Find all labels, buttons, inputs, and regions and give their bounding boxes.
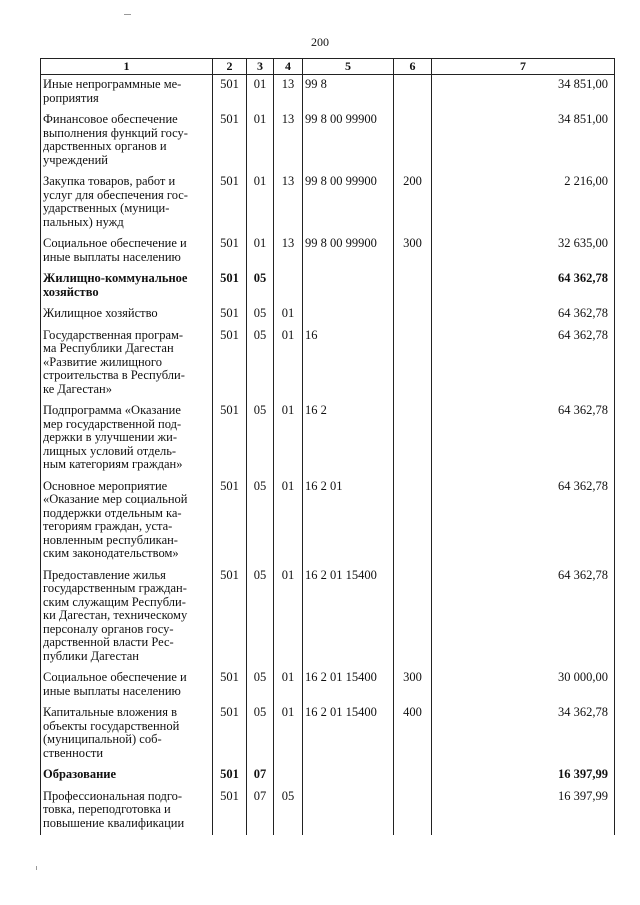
- row-code-col5: 16 2 01 15400: [303, 566, 394, 669]
- row-code-col4: 01: [274, 326, 303, 402]
- table-row: [41, 668, 615, 703]
- row-description: Профессиональная подго- товка, переподготовка и повышение квалификации: [41, 787, 213, 836]
- row-code-col3: 05: [247, 477, 274, 566]
- row-description: Государственная програм- ма Республики Дагестан «Развитие жилищного строительства в Республи- ке Дагестан»: [41, 326, 213, 402]
- table-row: [41, 401, 615, 477]
- row-amount: 30 000,00: [432, 668, 615, 703]
- row-amount: 64 362,78: [432, 401, 615, 477]
- row-code-col5: 16 2: [303, 401, 394, 477]
- row-code-col2: 501: [213, 75, 247, 111]
- page-number: 200: [311, 35, 329, 49]
- row-code-col4: 13: [274, 75, 303, 111]
- column-header-1: 1: [41, 59, 213, 75]
- table-row: [41, 234, 615, 269]
- row-code-col6: [394, 269, 432, 304]
- table-body: [41, 75, 615, 836]
- row-code-col4: 01: [274, 304, 303, 326]
- row-code-col6: [394, 110, 432, 172]
- row-code-col5: 99 8 00 99900: [303, 110, 394, 172]
- row-code-col4: 13: [274, 110, 303, 172]
- table-row: [41, 304, 615, 326]
- column-header-5: 5: [303, 59, 394, 75]
- row-code-col3: 05: [247, 269, 274, 304]
- row-amount: 64 362,78: [432, 477, 615, 566]
- row-code-col5: 99 8: [303, 75, 394, 111]
- row-description: Закупка товаров, работ и услуг для обеспечения гос- ударственных (муници- пальных) нужд: [41, 172, 213, 234]
- row-code-col5: 16: [303, 326, 394, 402]
- table-row: [41, 326, 615, 402]
- row-code-col4: 01: [274, 401, 303, 477]
- row-code-col3: 01: [247, 234, 274, 269]
- row-code-col6: 300: [394, 668, 432, 703]
- row-code-col4: 01: [274, 566, 303, 669]
- row-code-col3: 01: [247, 172, 274, 234]
- row-description: Предоставление жилья государственным граждан- ским служащим Республи- ки Дагестан, техническому персоналу органов госу- дарственной власти Рес- публики Дагестан: [41, 566, 213, 669]
- row-code-col6: [394, 304, 432, 326]
- row-code-col4: [274, 269, 303, 304]
- row-code-col3: 05: [247, 566, 274, 669]
- row-description: Жилищное хозяйство: [41, 304, 213, 326]
- row-code-col3: 05: [247, 326, 274, 402]
- column-header-4: 4: [274, 59, 303, 75]
- row-description: Социальное обеспечение и иные выплаты населению: [41, 668, 213, 703]
- row-amount: 64 362,78: [432, 304, 615, 326]
- row-code-col2: 501: [213, 566, 247, 669]
- row-code-col6: [394, 326, 432, 402]
- table-row: [41, 172, 615, 234]
- scan-mark: [124, 14, 131, 15]
- row-code-col6: 300: [394, 234, 432, 269]
- row-code-col2: 501: [213, 668, 247, 703]
- row-code-col5: [303, 269, 394, 304]
- row-code-col4: 13: [274, 234, 303, 269]
- row-code-col6: [394, 566, 432, 669]
- budget-table-wrap: [40, 58, 614, 835]
- table-row: [41, 269, 615, 304]
- row-code-col4: 01: [274, 477, 303, 566]
- row-code-col2: 501: [213, 477, 247, 566]
- row-description: Подпрограмма «Оказание мер государственной под- держки в улучшении жи- лищных условий отдель- ным категориям граждан»: [41, 401, 213, 477]
- table-row: [41, 477, 615, 566]
- row-code-col2: 501: [213, 401, 247, 477]
- row-code-col6: [394, 787, 432, 836]
- row-code-col3: 05: [247, 668, 274, 703]
- row-code-col3: 07: [247, 787, 274, 836]
- row-amount: 64 362,78: [432, 269, 615, 304]
- row-amount: 34 851,00: [432, 75, 615, 111]
- row-code-col4: 01: [274, 703, 303, 765]
- row-amount: 64 362,78: [432, 566, 615, 669]
- row-amount: 34 362,78: [432, 703, 615, 765]
- row-amount: 64 362,78: [432, 326, 615, 402]
- row-code-col5: 99 8 00 99900: [303, 234, 394, 269]
- row-description: Жилищно-коммунальное хозяйство: [41, 269, 213, 304]
- row-code-col2: 501: [213, 326, 247, 402]
- row-amount: 34 851,00: [432, 110, 615, 172]
- row-code-col3: 05: [247, 304, 274, 326]
- row-code-col5: 16 2 01: [303, 477, 394, 566]
- column-header-7: 7: [432, 59, 615, 75]
- row-code-col3: 07: [247, 765, 274, 787]
- row-description: Иные непрограммные ме- роприятия: [41, 75, 213, 111]
- row-code-col4: 01: [274, 668, 303, 703]
- row-code-col3: 05: [247, 401, 274, 477]
- table-row: [41, 75, 615, 111]
- row-code-col5: 16 2 01 15400: [303, 668, 394, 703]
- column-header-2: 2: [213, 59, 247, 75]
- row-code-col2: 501: [213, 765, 247, 787]
- row-code-col5: 16 2 01 15400: [303, 703, 394, 765]
- row-code-col6: [394, 401, 432, 477]
- row-code-col6: 200: [394, 172, 432, 234]
- row-code-col2: 501: [213, 304, 247, 326]
- row-code-col2: 501: [213, 172, 247, 234]
- row-code-col3: 01: [247, 75, 274, 111]
- row-description: Основное мероприятие «Оказание мер социальной поддержки отдельным ка- тегориям граждан, уста- новленным республикан- ским законодательством»: [41, 477, 213, 566]
- table-row: [41, 110, 615, 172]
- row-code-col2: 501: [213, 269, 247, 304]
- row-description: Образование: [41, 765, 213, 787]
- row-code-col5: [303, 787, 394, 836]
- row-code-col6: 400: [394, 703, 432, 765]
- row-code-col4: 05: [274, 787, 303, 836]
- table-row: [41, 765, 615, 787]
- row-code-col2: 501: [213, 787, 247, 836]
- table-row: [41, 787, 615, 836]
- row-code-col5: [303, 304, 394, 326]
- row-amount: 2 216,00: [432, 172, 615, 234]
- table-header-row: [41, 59, 615, 75]
- row-code-col2: 501: [213, 703, 247, 765]
- row-description: Социальное обеспечение и иные выплаты населению: [41, 234, 213, 269]
- column-header-6: 6: [394, 59, 432, 75]
- row-code-col4: 13: [274, 172, 303, 234]
- row-description: Капитальные вложения в объекты государственной (муниципальной) соб- ственности: [41, 703, 213, 765]
- row-code-col5: 99 8 00 99900: [303, 172, 394, 234]
- row-code-col3: 05: [247, 703, 274, 765]
- row-code-col6: [394, 75, 432, 111]
- row-code-col2: 501: [213, 110, 247, 172]
- table-row: [41, 703, 615, 765]
- row-description: Финансовое обеспечение выполнения функций госу- дарственных органов и учреждений: [41, 110, 213, 172]
- column-header-3: 3: [247, 59, 274, 75]
- table-row: [41, 566, 615, 669]
- row-code-col3: 01: [247, 110, 274, 172]
- row-amount: 32 635,00: [432, 234, 615, 269]
- row-code-col6: [394, 765, 432, 787]
- row-code-col5: [303, 765, 394, 787]
- row-code-col2: 501: [213, 234, 247, 269]
- row-amount: 16 397,99: [432, 787, 615, 836]
- budget-table: [40, 58, 615, 835]
- row-code-col6: [394, 477, 432, 566]
- row-amount: 16 397,99: [432, 765, 615, 787]
- scan-mark: [36, 866, 37, 870]
- row-code-col4: [274, 765, 303, 787]
